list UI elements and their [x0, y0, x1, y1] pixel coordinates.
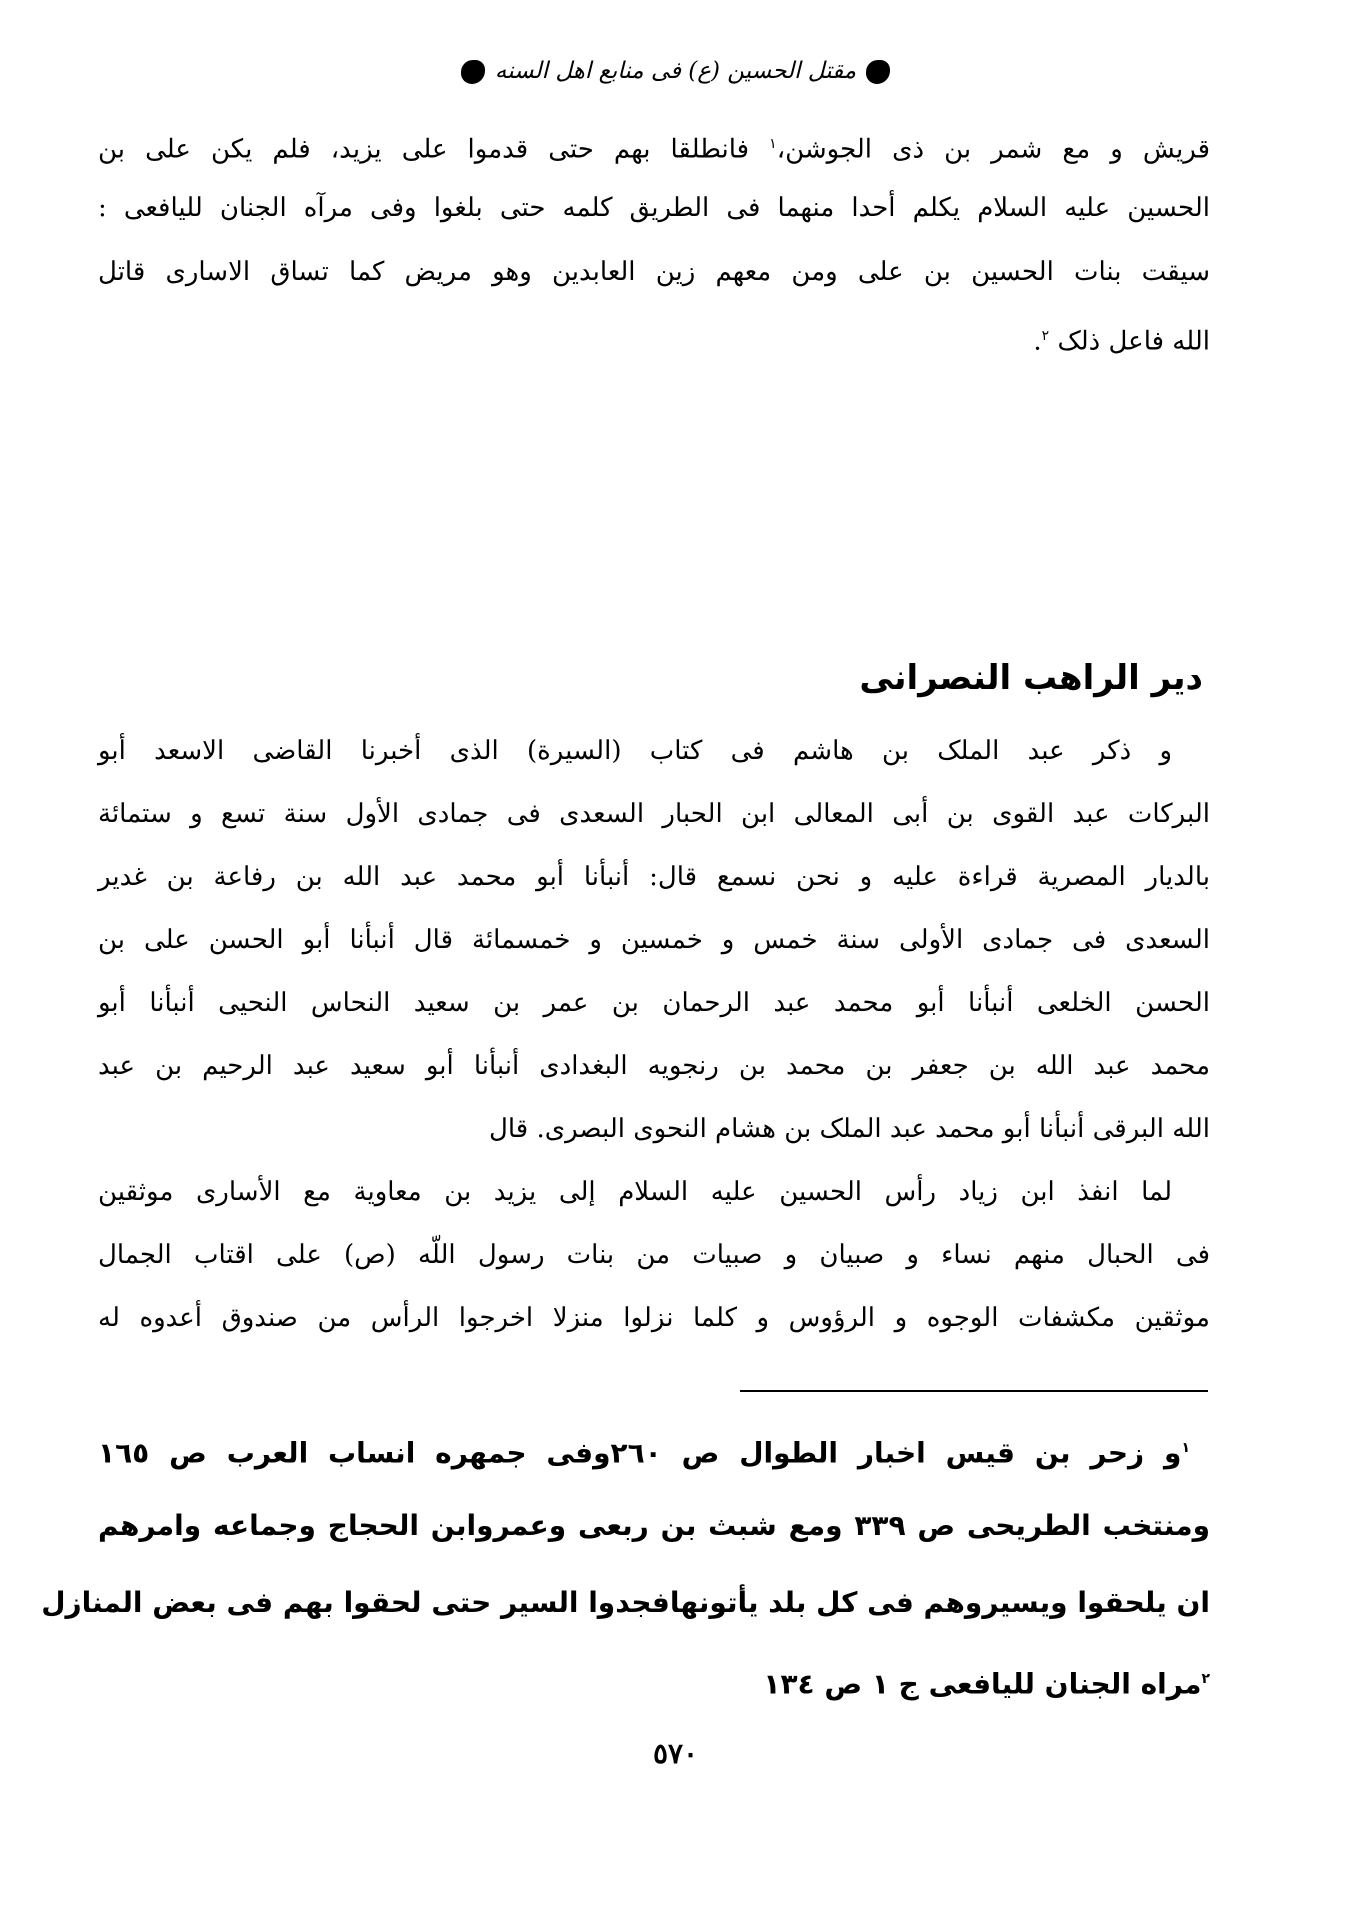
- text-line: الله فاعل ذلک $^٢$.: [1033, 326, 1210, 357]
- footnote-line: $^١$و زحر بن قيس اخبار الطوال ص ٢٦٠وفى جمهره انساب العرب ص ١٦٥: [98, 1436, 1190, 1470]
- ornament-icon: [866, 60, 890, 84]
- intro-paragraph: [98, 112, 1210, 368]
- footnote-ref: ١: [769, 136, 777, 152]
- text-line: فى الحبال منهم نساء و صبيان و صبيات من بنات رسول اللّه (ص) على اقتاب الجمال: [98, 1240, 1210, 1270]
- text-line: و ذكر عبد الملک بن هاشم فى كتاب (السيرة) الذى أخبرنا القاضى الاسعد أبو: [98, 736, 1172, 766]
- footnote-line: $^٢$مراه الجنان لليافعى ج ١ ص ١٣٤: [763, 1667, 1210, 1701]
- ornament-icon: [461, 60, 485, 84]
- footnote-ref: ٢: [1041, 328, 1050, 344]
- header-title: مقتل الحسين (ع) فی منابع اهل السنه: [494, 58, 857, 84]
- footnote-line: ان يلحقوا ويسيروهم فى كل بلد يأتونهافجدوا السير حتى لحقوا بهم فى بعض المنازل: [41, 1586, 1210, 1619]
- text-line: سيقت بنات الحسين بن على ومن معهم زين العابدين وهو مريض كما تساق الاسارى قاتل: [98, 257, 1210, 287]
- text-line: بالديار المصرية قراءة عليه و نحن نسمع قال: أنبأنا أبو محمد عبد الله بن رفاعة بن غدير: [98, 862, 1210, 892]
- text-line: الله البرقى أنبأنا أبو محمد عبد الملک بن هشام النحوى البصرى. قال: [488, 1114, 1210, 1144]
- section-title: دير الراهب النصرانى: [859, 658, 1203, 698]
- running-header: [0, 58, 1351, 84]
- text-line: الحسين عليه السلام يكلم أحدا منهما فى الطريق كلمه حتى بلغوا وفى مرآه الجنان لليافعى :: [98, 193, 1210, 223]
- text-line: الحسن الخلعى أنبأنا أبو محمد عبد الرحمان بن عمر بن سعيد النحاس النحيى أنبأنا أبو: [98, 988, 1210, 1018]
- text-line: محمد عبد الله بن جعفر بن محمد بن رنجويه البغدادى أنبأنا أبو سعيد عبد الرحيم بن عبد: [98, 1051, 1210, 1081]
- footnote-divider: [740, 1390, 1208, 1392]
- page-number: ٥٧٠: [652, 1737, 699, 1770]
- text-line: موثقين مكشفات الوجوه و الرؤوس و كلما نزلوا منزلا اخرجوا الرأس من صندوق أعدوه له: [98, 1303, 1210, 1333]
- footnote-line: ومنتخب الطريحى ص ٣٣٩ ومع شبث بن ربعى وعمروابن الحجاج وجماعه وامرهم: [98, 1509, 1211, 1542]
- text-line: قريش و مع شمر بن ذى الجوشن،$^١$ فانطلقا بهم حتى قدموا على يزيد، فلم يكن على بن: [98, 134, 1210, 165]
- footnote-marker: ١: [1181, 1440, 1190, 1456]
- footnote-marker: ٢: [1201, 1671, 1210, 1687]
- text-line: البركات عبد القوى بن أبى المعالى ابن الحبار السعدى فى جمادى الأول سنة تسع و ستمائة: [98, 799, 1210, 829]
- text-line: لما انفذ ابن زياد رأس الحسين عليه السلام إلى يزيد بن معاوية مع الأسارى موثقين: [98, 1177, 1172, 1207]
- body-paragraphs: [98, 720, 1210, 1350]
- footnotes: [41, 1410, 1211, 1718]
- text-line: السعدى فى جمادى الأولى سنة خمس و خمسين و خمسمائة قال أنبأنا أبو الحسن على بن: [98, 925, 1210, 955]
